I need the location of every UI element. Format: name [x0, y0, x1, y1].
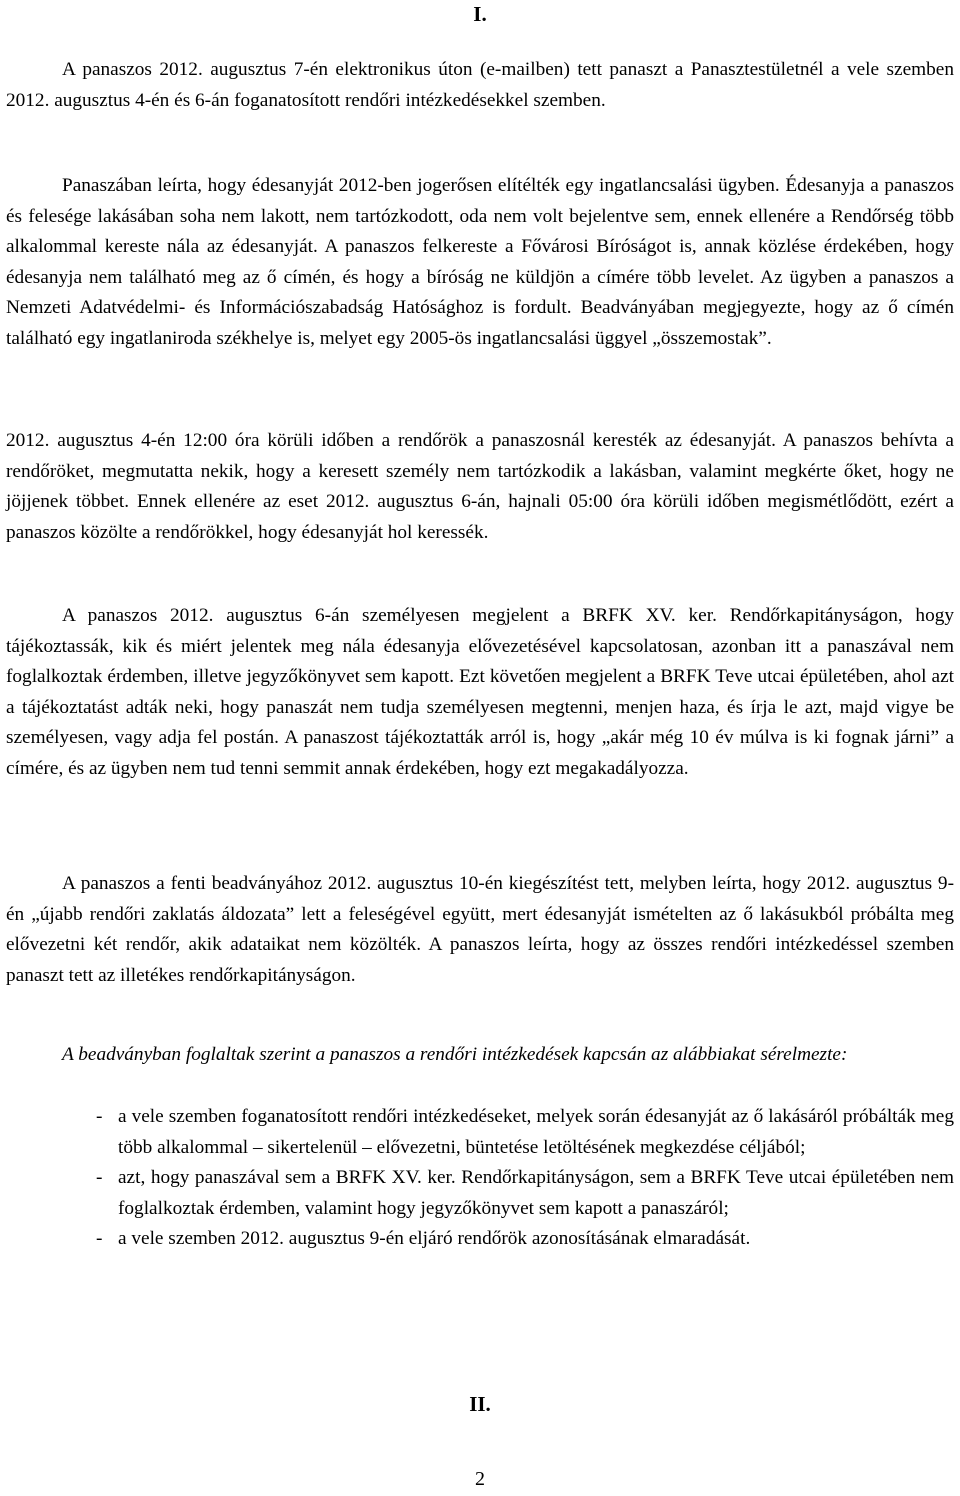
list-item-text: a vele szemben 2012. augusztus 9-én eljáró rendőrök azonosításának elmaradását.: [118, 1228, 751, 1250]
list-item: [96, 1163, 954, 1224]
list-dash: -: [96, 1106, 103, 1127]
section-heading-one: I.: [473, 2, 487, 26]
complaints-list: [96, 1102, 954, 1255]
list-item: [96, 1102, 954, 1163]
paragraph-complaint-filed: A panaszos 2012. augusztus 7-én elektronikus úton (e-mailben) tett panaszt a Panasztestületnél a vele szemben 2012. augusztus 4-én és 6-án foganatosított rendőri intézkedésekkel szemben.: [6, 59, 954, 111]
list-item: [96, 1224, 954, 1255]
section-heading-two: II.: [469, 1392, 491, 1416]
list-item-text: azt, hogy panaszával sem a BRFK XV. ker. Rendőrkapitányságon, sem a BRFK Teve utcai épületében nem foglalkoztak érdemben, valamint hogy jegyzőkönyvet sem kapott a panaszáról;: [118, 1167, 954, 1219]
list-item-text: a vele szemben foganatosított rendőri intézkedéseket, melyek során édesanyját az ő lakásáról próbálták meg több alkalommal – sikertelenül – elővezetni, büntetése letöltésének megkezdése céljából;: [118, 1106, 954, 1158]
page-number: 2: [475, 1468, 485, 1490]
complaints-intro: A beadványban foglaltak szerint a panaszos a rendőri intézkedések kapcsán az alábbiakat sérelmezte:: [62, 1044, 848, 1065]
paragraph-police-visits: 2012. augusztus 4-én 12:00 óra körüli időben a rendőrök a panaszosnál keresték az édesanyját. A panaszos behívta a rendőröket, megmutatta nekik, hogy a keresett személy nem tartózkodik a lakásban, valamint megkérte őket, hogy ne jöjjenek többet. Ennek ellenére az eset 2012. augusztus 6-án, hajnali 05:00 óra körüli időben megismétlődött, ezért a panaszos közölte a rendőrökkel, hogy édesanyját hol keressék.: [6, 430, 954, 543]
paragraph-supplement: A panaszos a fenti beadványához 2012. augusztus 10-én kiegészítést tett, melyben leírta, hogy 2012. augusztus 9-én „újabb rendőri zaklatás áldozata” lett a feleségével együtt, mert édesanyját ismételten az ő lakásukból próbálta meg elővezetni két rendőr, akik adataikat nem közölték. A panaszos leírta, hogy az összes rendőri intézkedéssel szemben panaszt tett az illetékes rendőrkapitányságon.: [6, 873, 954, 986]
list-dash: -: [96, 1228, 103, 1250]
list-dash: -: [96, 1167, 103, 1189]
paragraph-brfk-visit: A panaszos 2012. augusztus 6-án személyesen megjelent a BRFK XV. ker. Rendőrkapitányságon, hogy tájékoztassák, kik és miért jelentek meg nála édesanyja elővezetésével kapcsolatosan, azonban itt a panaszával nem foglalkoztak érdemben, illetve jegyzőkönyvet sem kapott. Ezt követően megjelent a BRFK Teve utcai épületében, ahol azt a tájékoztatást adták neki, hogy panaszát nem tudja személyesen megtenni, menjen haza, és írja le azt, majd vigye be személyesen, vagy adja fel postán. A panaszost tájékoztatták arról is, hogy „akár még 10 év múlva is ki fognak járni” a címére, és az ügyben nem tud tenni semmit annak érdekében, hogy ezt megakadályozza.: [6, 605, 954, 779]
paragraph-complaint-description: Panaszában leírta, hogy édesanyját 2012-ben jogerősen elítélték egy ingatlancsalási ügyben. Édesanyja a panaszos és felesége lakásában soha nem lakott, nem tartózkodott, oda nem volt bejelentve sem, ennek ellenére a Rendőrség több alkalommal kereste nála az édesanyját. A panaszos felkereste a Fővárosi Bíróságot is, annak közlése érdekében, hogy édesanyja nem található meg az ő címén, és hogy a bíróság ne küldjön a címére több levelet. Az ügyben a panaszos a Nemzeti Adatvédelmi- és Információszabadság Hatósághoz is fordult. Beadványában megjegyezte, hogy az ő címén található egy ingatlaniroda székhelye is, melyet egy 2005-ös ingatlancsalási üggyel „összemostak”.: [6, 175, 954, 349]
